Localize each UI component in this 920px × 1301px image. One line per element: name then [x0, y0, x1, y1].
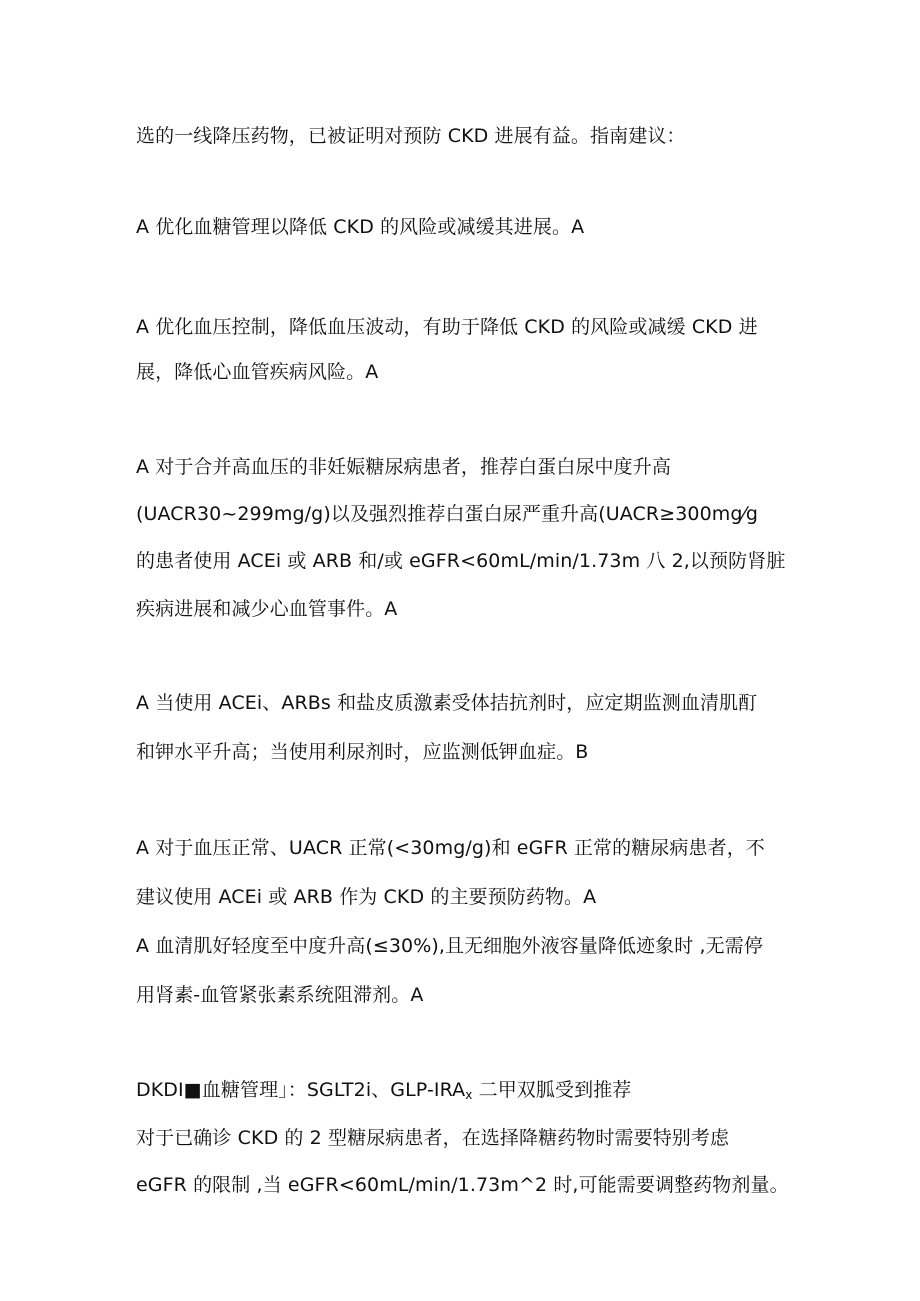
recommendation-normal-line-2: 建议使用 ACEi 或 ARB 作为 CKD 的主要预防药物。A — [136, 886, 597, 908]
section-heading-prefix: DKDI■血糖管理」：SGLT2i、GLP-IRA — [136, 1079, 466, 1101]
recommendation-bp-line-1: A 优化血压控制，降低血压波动，有助于降低 CKD 的风险或减缓 CKD 进 — [136, 316, 758, 338]
recommendation-monitor-line-2: 和钾水平升高；当使用利尿剂时，应监测低钾血症。B — [136, 741, 589, 763]
recommendation-monitor-line-1: A 当使用 ACEi、ARBs 和盐皮质激素受体拮抗剂时，应定期监测血清肌酊 — [136, 692, 758, 714]
section-heading-subscript: x — [465, 1088, 473, 1102]
recommendation-creatinine-line-1: A 血清肌好轻度至中度升高(≤30%),且无细胞外液容量降低迹象时 ,无需停 — [136, 935, 763, 957]
paragraph-line: 选的一线降压药物，已被证明对预防 CKD 进展有益。指南建议： — [136, 125, 686, 147]
body-line: eGFR 的限制 ,当 eGFR<60mL/min/1.73m^2 时,可能需要调整药物剂量。 — [136, 1174, 789, 1196]
body-line: 对于已确诊 CKD 的 2 型糖尿病患者，在选择降糖药物时需要特别考虑 — [136, 1127, 730, 1149]
recommendation-acei-line-3: 的患者使用 ACEi 或 ARB 和/或 eGFR<60mL/min/1.73m 八 2,以预防肾脏 — [136, 550, 786, 572]
recommendation-glycemic: A 优化血糖管理以降低 CKD 的风险或减缓其进展。A — [136, 216, 585, 238]
recommendation-normal-line-1: A 对于血压正常、UACR 正常(<30mg/g)和 eGFR 正常的糖尿病患者，不 — [136, 837, 765, 859]
recommendation-bp-line-2: 展，降低心血管疾病风险。A — [136, 361, 379, 383]
recommendation-acei-line-4: 疾病进展和减少心血管事件。A — [136, 598, 398, 620]
recommendation-creatinine-line-2: 用肾素-血管紧张素系统阻滞剂。A — [136, 984, 424, 1006]
section-heading-suffix: 二甲双胍受到推荐 — [472, 1079, 632, 1101]
section-heading — [136, 1076, 796, 1109]
recommendation-acei-line-2: (UACR30~299mg/g)以及强烈推荐白蛋白尿严重升高(UACR≥300mg⁄g — [136, 503, 758, 525]
recommendation-acei-line-1: A 对于合并高血压的非妊娠糖尿病患者，推荐白蛋白尿中度升高 — [136, 456, 671, 478]
